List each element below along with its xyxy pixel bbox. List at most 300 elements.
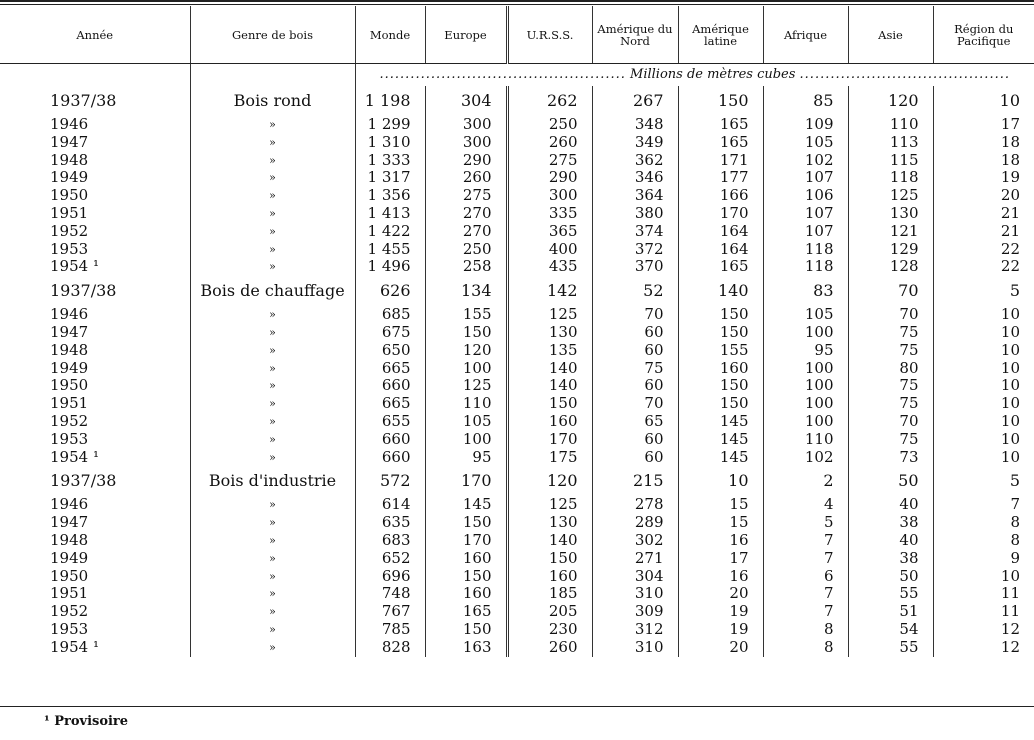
afrique-cell (763, 169, 848, 187)
pacifique-value: 22 (1000, 239, 1020, 258)
afrique-value: 4 (823, 495, 834, 514)
year-cell: 1953 (50, 429, 89, 448)
amerique-nord-value: 60 (644, 340, 664, 359)
pacifique-value: 12 (1000, 637, 1020, 656)
europe-cell (425, 86, 507, 116)
header-urss: U.R.S.S. (507, 6, 592, 64)
amerique-latine-value: 165 (719, 115, 749, 133)
amerique-latine-value: 170 (719, 203, 749, 222)
amerique-latine-cell (678, 466, 763, 496)
asie-cell (848, 413, 933, 431)
year-cell: 1952 (50, 602, 89, 621)
pacifique-value: 8 (1010, 513, 1020, 532)
amerique-nord-value: 52 (643, 281, 664, 301)
urss-cell (507, 116, 592, 134)
urss-cell (507, 466, 592, 496)
amerique-nord-value: 380 (634, 203, 664, 222)
pacifique-cell (933, 568, 1034, 586)
amerique-latine-cell (678, 532, 763, 550)
ditto-mark: » (190, 639, 355, 657)
monde-cell (355, 585, 425, 603)
year-cell: 1946 (50, 495, 89, 514)
afrique-cell (763, 550, 848, 568)
amerique-nord-cell (592, 466, 678, 496)
header-afrique: Afrique (763, 6, 848, 64)
amerique-latine-cell (678, 639, 763, 657)
pacifique-value: 21 (1000, 203, 1020, 222)
monde-cell (355, 621, 425, 639)
year-cell: 1950 (50, 566, 89, 585)
monde-cell (355, 223, 425, 241)
pacifique-value: 10 (1000, 394, 1020, 413)
afrique-value: 8 (823, 637, 834, 656)
asie-value: 80 (899, 358, 919, 377)
asie-value: 38 (899, 513, 919, 532)
urss-value: 140 (548, 376, 578, 395)
amerique-latine-value: 15 (729, 495, 749, 514)
pacifique-value: 10 (1000, 358, 1020, 377)
urss-value: 170 (548, 429, 578, 448)
urss-value: 160 (548, 411, 578, 430)
table-row (0, 134, 1034, 152)
base-row (0, 276, 1034, 306)
monde-value: 1 422 (367, 221, 411, 240)
year-cell: 1953 (50, 239, 89, 258)
urss-cell (507, 603, 592, 621)
pacifique-cell (933, 550, 1034, 568)
amerique-latine-cell (678, 603, 763, 621)
monde-cell (355, 395, 425, 413)
amerique-nord-cell (592, 550, 678, 568)
europe-value: 170 (460, 471, 492, 491)
afrique-value: 118 (804, 239, 834, 258)
afrique-value: 102 (804, 150, 834, 169)
afrique-cell (763, 413, 848, 431)
afrique-value: 109 (804, 115, 834, 133)
year-cell: 1954 ¹ (50, 637, 99, 656)
europe-value: 120 (462, 340, 492, 359)
amerique-nord-value: 348 (634, 115, 664, 133)
pacifique-cell (933, 306, 1034, 324)
afrique-cell (763, 431, 848, 449)
pacifique-value: 7 (1010, 495, 1020, 514)
amerique-nord-cell (592, 377, 678, 395)
pacifique-cell (933, 152, 1034, 170)
header-monde: Monde (355, 6, 425, 64)
europe-cell (425, 306, 507, 324)
asie-cell (848, 466, 933, 496)
amerique-nord-cell (592, 306, 678, 324)
amerique-nord-value: 215 (632, 471, 664, 491)
europe-value: 270 (462, 203, 492, 222)
afrique-cell (763, 116, 848, 134)
monde-cell (355, 86, 425, 116)
table-row (0, 152, 1034, 170)
ditto-mark: » (190, 342, 355, 360)
monde-cell (355, 276, 425, 306)
pacifique-value: 17 (1000, 115, 1020, 133)
pacifique-cell (933, 585, 1034, 603)
pacifique-cell (933, 134, 1034, 152)
afrique-cell (763, 532, 848, 550)
pacifique-cell (933, 496, 1034, 514)
monde-cell (355, 324, 425, 342)
amerique-latine-value: 17 (729, 548, 749, 567)
amerique-latine-cell (678, 306, 763, 324)
header-europe: Europe (425, 6, 507, 64)
monde-value: 626 (379, 281, 411, 301)
afrique-value: 105 (804, 132, 834, 151)
pacifique-cell (933, 241, 1034, 259)
amerique-nord-cell (592, 276, 678, 306)
asie-value: 40 (899, 530, 919, 549)
afrique-value: 8 (823, 619, 834, 638)
asie-value: 75 (899, 322, 919, 341)
afrique-cell (763, 223, 848, 241)
europe-value: 125 (462, 376, 492, 395)
monde-value: 665 (381, 394, 411, 413)
table-row (0, 324, 1034, 342)
europe-cell (425, 324, 507, 342)
pacifique-value: 19 (1000, 168, 1020, 187)
ditto-mark: » (190, 532, 355, 550)
header-amerique-nord: Amérique du Nord (592, 6, 678, 64)
table-row (0, 116, 1034, 134)
footnote: ¹ Provisoire (44, 714, 129, 729)
urss-cell (507, 395, 592, 413)
afrique-cell (763, 241, 848, 259)
ditto-mark: » (190, 152, 355, 170)
amerique-latine-cell (678, 395, 763, 413)
year-cell: 1947 (50, 132, 89, 151)
asie-cell (848, 360, 933, 378)
pacifique-cell (933, 169, 1034, 187)
europe-value: 160 (462, 584, 492, 603)
urss-value: 290 (548, 168, 578, 187)
europe-cell (425, 449, 507, 467)
afrique-cell (763, 258, 848, 276)
monde-value: 1 333 (367, 150, 411, 169)
pacifique-value: 10 (1000, 376, 1020, 395)
table-row (0, 306, 1034, 324)
monde-value: 1 413 (367, 203, 411, 222)
amerique-latine-cell (678, 568, 763, 586)
table-body (0, 64, 1034, 657)
europe-cell (425, 152, 507, 170)
afrique-cell (763, 568, 848, 586)
urss-cell (507, 205, 592, 223)
timber-production-table (0, 6, 1034, 657)
asie-value: 115 (889, 150, 919, 169)
amerique-nord-value: 75 (644, 358, 664, 377)
asie-value: 130 (889, 203, 919, 222)
units-label: ................................................ Millions de mètres cubes ......................................... (355, 64, 1034, 87)
urss-value: 175 (548, 447, 578, 466)
asie-value: 55 (899, 584, 919, 603)
urss-cell (507, 187, 592, 205)
asie-cell (848, 585, 933, 603)
amerique-latine-value: 150 (719, 394, 749, 413)
amerique-nord-cell (592, 187, 678, 205)
amerique-nord-value: 271 (634, 548, 664, 567)
urss-value: 262 (546, 91, 578, 111)
amerique-nord-cell (592, 603, 678, 621)
monde-cell (355, 205, 425, 223)
base-row (0, 466, 1034, 496)
amerique-latine-value: 160 (719, 358, 749, 377)
monde-value: 614 (381, 495, 411, 514)
monde-cell (355, 258, 425, 276)
ditto-mark: » (190, 241, 355, 259)
table-row (0, 205, 1034, 223)
amerique-latine-value: 19 (729, 602, 749, 621)
amerique-nord-value: 349 (634, 132, 664, 151)
afrique-cell (763, 134, 848, 152)
europe-cell (425, 187, 507, 205)
europe-value: 270 (462, 221, 492, 240)
pacifique-cell (933, 324, 1034, 342)
monde-value: 767 (381, 602, 411, 621)
asie-cell (848, 532, 933, 550)
monde-cell (355, 532, 425, 550)
europe-value: 105 (462, 411, 492, 430)
afrique-value: 100 (804, 394, 834, 413)
europe-cell (425, 241, 507, 259)
asie-value: 75 (899, 429, 919, 448)
amerique-latine-cell (678, 449, 763, 467)
year-cell: 1951 (50, 203, 89, 222)
asie-cell (848, 152, 933, 170)
ditto-mark: » (190, 603, 355, 621)
urss-value: 400 (548, 239, 578, 258)
monde-value: 572 (379, 471, 411, 491)
asie-cell (848, 514, 933, 532)
asie-cell (848, 342, 933, 360)
europe-value: 134 (460, 281, 492, 301)
urss-cell (507, 431, 592, 449)
amerique-nord-value: 70 (644, 394, 664, 413)
europe-value: 260 (462, 168, 492, 187)
afrique-value: 100 (804, 322, 834, 341)
afrique-cell (763, 603, 848, 621)
amerique-latine-cell (678, 360, 763, 378)
year-cell: 1937/38 (50, 281, 117, 301)
asie-cell (848, 169, 933, 187)
ditto-mark: » (190, 223, 355, 241)
year-cell: 1952 (50, 221, 89, 240)
asie-value: 129 (889, 239, 919, 258)
amerique-nord-cell (592, 395, 678, 413)
genre-cell: Bois rond (190, 86, 355, 116)
afrique-value: 7 (823, 584, 834, 603)
year-cell: 1949 (50, 548, 89, 567)
pacifique-value: 18 (1000, 132, 1020, 151)
ditto-mark: » (190, 496, 355, 514)
afrique-value: 5 (823, 513, 834, 532)
pacifique-cell (933, 532, 1034, 550)
amerique-nord-value: 304 (634, 566, 664, 585)
afrique-value: 107 (804, 168, 834, 187)
amerique-latine-value: 150 (719, 322, 749, 341)
urss-cell (507, 169, 592, 187)
afrique-cell (763, 377, 848, 395)
asie-cell (848, 496, 933, 514)
amerique-nord-value: 302 (634, 530, 664, 549)
year-cell: 1953 (50, 619, 89, 638)
urss-value: 300 (548, 186, 578, 205)
units-row (0, 64, 1034, 87)
monde-value: 635 (381, 513, 411, 532)
monde-value: 675 (381, 322, 411, 341)
monde-cell (355, 360, 425, 378)
pacifique-cell (933, 413, 1034, 431)
pacifique-cell (933, 205, 1034, 223)
pacifique-cell (933, 86, 1034, 116)
pacifique-cell (933, 258, 1034, 276)
amerique-latine-cell (678, 496, 763, 514)
europe-cell (425, 342, 507, 360)
monde-cell (355, 514, 425, 532)
asie-value: 75 (899, 376, 919, 395)
ditto-mark: » (190, 568, 355, 586)
monde-cell (355, 169, 425, 187)
asie-cell (848, 306, 933, 324)
europe-value: 100 (462, 358, 492, 377)
year-cell: 1947 (50, 322, 89, 341)
amerique-nord-cell (592, 258, 678, 276)
amerique-latine-value: 140 (717, 281, 749, 301)
urss-cell (507, 258, 592, 276)
amerique-nord-value: 372 (634, 239, 664, 258)
afrique-cell (763, 276, 848, 306)
year-cell: 1951 (50, 394, 89, 413)
monde-cell (355, 134, 425, 152)
urss-cell (507, 276, 592, 306)
urss-cell (507, 86, 592, 116)
amerique-nord-value: 70 (644, 305, 664, 324)
amerique-latine-cell (678, 342, 763, 360)
asie-cell (848, 639, 933, 657)
year-cell: 1949 (50, 358, 89, 377)
amerique-nord-value: 60 (644, 447, 664, 466)
europe-cell (425, 413, 507, 431)
amerique-latine-value: 145 (719, 411, 749, 430)
asie-value: 120 (887, 91, 919, 111)
ditto-mark: » (190, 449, 355, 467)
amerique-latine-value: 165 (719, 132, 749, 151)
monde-cell (355, 449, 425, 467)
table-row (0, 496, 1034, 514)
base-row (0, 86, 1034, 116)
asie-cell (848, 377, 933, 395)
amerique-latine-cell (678, 86, 763, 116)
amerique-latine-cell (678, 413, 763, 431)
urss-value: 130 (548, 322, 578, 341)
amerique-latine-cell (678, 116, 763, 134)
amerique-nord-cell (592, 514, 678, 532)
asie-cell (848, 621, 933, 639)
amerique-nord-value: 267 (632, 91, 664, 111)
pacifique-value: 11 (1000, 602, 1020, 621)
amerique-nord-value: 309 (634, 602, 664, 621)
asie-cell (848, 550, 933, 568)
ditto-mark: » (190, 377, 355, 395)
europe-cell (425, 568, 507, 586)
pacifique-value: 21 (1000, 221, 1020, 240)
urss-cell (507, 134, 592, 152)
afrique-cell (763, 514, 848, 532)
ditto-mark: » (190, 550, 355, 568)
year-cell: 1937/38 (50, 471, 117, 491)
asie-cell (848, 395, 933, 413)
afrique-cell (763, 360, 848, 378)
ditto-mark: » (190, 413, 355, 431)
europe-cell (425, 621, 507, 639)
europe-cell (425, 532, 507, 550)
urss-value: 260 (548, 637, 578, 656)
pacifique-value: 10 (1000, 447, 1020, 466)
europe-value: 100 (462, 429, 492, 448)
afrique-value: 118 (804, 257, 834, 276)
afrique-cell (763, 466, 848, 496)
urss-cell (507, 496, 592, 514)
afrique-value: 110 (804, 429, 834, 448)
urss-cell (507, 223, 592, 241)
pacifique-value: 18 (1000, 150, 1020, 169)
pacifique-value: 8 (1010, 530, 1020, 549)
pacifique-value: 9 (1010, 548, 1020, 567)
afrique-cell (763, 324, 848, 342)
monde-value: 1 198 (364, 91, 411, 111)
pacifique-cell (933, 377, 1034, 395)
europe-cell (425, 550, 507, 568)
amerique-nord-value: 370 (634, 257, 664, 276)
monde-cell (355, 342, 425, 360)
monde-value: 650 (381, 340, 411, 359)
year-cell: 1949 (50, 168, 89, 187)
amerique-latine-cell (678, 187, 763, 205)
year-cell: 1948 (50, 340, 89, 359)
amerique-nord-value: 362 (634, 150, 664, 169)
amerique-nord-cell (592, 449, 678, 467)
europe-cell (425, 431, 507, 449)
table-row (0, 342, 1034, 360)
urss-cell (507, 532, 592, 550)
asie-value: 70 (899, 305, 919, 324)
afrique-value: 7 (823, 530, 834, 549)
monde-cell (355, 466, 425, 496)
table-row (0, 621, 1034, 639)
ditto-mark: » (190, 324, 355, 342)
ditto-mark: » (190, 431, 355, 449)
europe-value: 160 (462, 548, 492, 567)
ditto-mark: » (190, 585, 355, 603)
afrique-value: 107 (804, 221, 834, 240)
asie-value: 55 (899, 637, 919, 656)
pacifique-value: 10 (1000, 322, 1020, 341)
monde-cell (355, 152, 425, 170)
afrique-cell (763, 395, 848, 413)
pacifique-value: 10 (1000, 429, 1020, 448)
amerique-latine-value: 166 (719, 186, 749, 205)
urss-cell (507, 621, 592, 639)
monde-value: 1 317 (367, 168, 411, 187)
europe-value: 155 (462, 305, 492, 324)
year-cell: 1950 (50, 186, 89, 205)
footer-rule (0, 706, 1034, 707)
urss-cell (507, 639, 592, 657)
afrique-cell (763, 621, 848, 639)
